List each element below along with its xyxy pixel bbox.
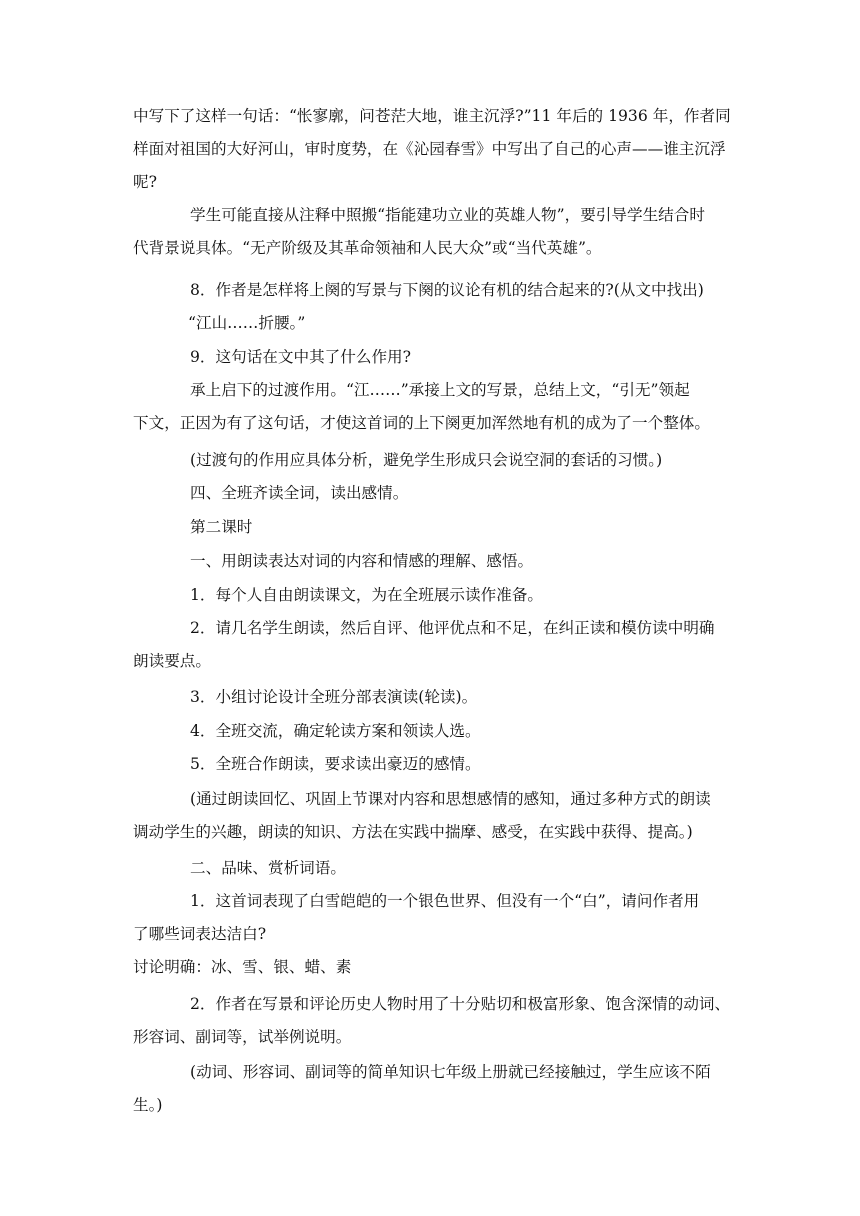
text-line: 5．全班合作朗读，要求读出豪迈的感情。	[190, 755, 481, 773]
text-line: 调动学生的兴趣，朗读的知识、方法在实践中揣摩、感受，在实践中获得、提高。)	[133, 823, 693, 841]
text-line: 样面对祖国的大好河山，审时度势，在《沁园春雪》中写出了自己的心声——谁主沉浮	[133, 140, 726, 158]
grammar-note	[133, 1056, 733, 1122]
question-9	[133, 341, 733, 374]
answer-8	[133, 307, 733, 340]
text-line: (通过朗读回忆、巩固上节课对内容和思想感情的感知，通过多种方式的朗读	[190, 790, 711, 808]
step-5	[133, 748, 733, 781]
text-line: 承上启下的过渡作用。“江……”承接上文的写景，总结上文，“引无”领起	[190, 381, 690, 399]
text-line: 了哪些词表达洁白?	[133, 925, 267, 943]
discussion-answer	[133, 951, 733, 984]
reading-note	[133, 783, 733, 849]
text-line: 讨论明确：冰、雪、银、蜡、素	[133, 958, 352, 976]
question-white	[133, 885, 733, 951]
section-four	[133, 477, 733, 510]
text-line: 朗读要点。	[133, 652, 211, 670]
text-line: 2．作者在写景和评论历史人物时用了十分贴切和极富形象、饱含深情的动词、	[190, 995, 731, 1013]
lesson-heading	[133, 511, 733, 544]
paragraph-note	[133, 199, 733, 265]
step-2	[133, 612, 733, 678]
text-line: 一、用朗读表达对词的内容和情感的理解、感悟。	[190, 552, 534, 570]
text-line: 形容词、副词等，试举例说明。	[133, 1028, 352, 1046]
text-line: (过渡句的作用应具体分析，避免学生形成只会说空洞的套话的习惯。)	[190, 451, 663, 469]
text-line: 4．全班交流，确定轮读方案和领读人选。	[190, 722, 481, 740]
text-line: 1．这首词表现了白雪皑皑的一个银色世界、但没有一个“白”，请问作者用	[190, 892, 700, 910]
step-3	[133, 681, 733, 714]
text-line: 四、全班齐读全词，读出感情。	[190, 484, 409, 502]
text-line: 代背景说具体。“无产阶级及其革命领袖和人民大众”或“当代英雄”。	[133, 239, 602, 257]
section-one	[133, 545, 733, 578]
step-1	[133, 579, 733, 612]
text-line: 2．请几名学生朗读，然后自评、他评优点和不足，在纠正读和模仿读中明确	[190, 619, 715, 637]
question-8	[133, 274, 733, 307]
text-line: 第二课时	[190, 518, 253, 536]
text-line: 生。)	[133, 1096, 163, 1114]
section-two	[133, 852, 733, 885]
text-line: 1．每个人自由朗读课文，为在全班展示读作准备。	[190, 586, 543, 604]
text-line: 3．小组讨论设计全班分部表演读(轮读)。	[190, 688, 478, 706]
text-line: 9．这句话在文中其了什么作用?	[190, 348, 412, 366]
paragraph-context	[133, 100, 733, 199]
text-line: 呢?	[133, 173, 157, 191]
text-line: 中写下了这样一句话：“怅寥廓，问苍茫大地，谁主沉浮?”11 年后的 1936 年，作者同	[133, 107, 731, 125]
step-4	[133, 715, 733, 748]
text-line: 学生可能直接从注释中照搬“指能建功立业的英雄人物”，要引导学生结合时	[190, 206, 705, 224]
question-words	[133, 988, 733, 1054]
answer-9	[133, 374, 733, 440]
text-line: “江山……折腰。”	[188, 314, 306, 332]
teaching-note	[133, 444, 733, 477]
text-line: 二、品味、赏析词语。	[190, 859, 346, 877]
text-line: (动词、形容词、副词等的简单知识七年级上册就已经接触过，学生应该不陌	[190, 1063, 711, 1081]
text-line: 下文，正因为有了这句话，才使这首词的上下阕更加浑然地有机的成为了一个整体。	[133, 414, 710, 432]
text-line: 8．作者是怎样将上阕的写景与下阕的议论有机的结合起来的?(从文中找出)	[190, 281, 704, 299]
